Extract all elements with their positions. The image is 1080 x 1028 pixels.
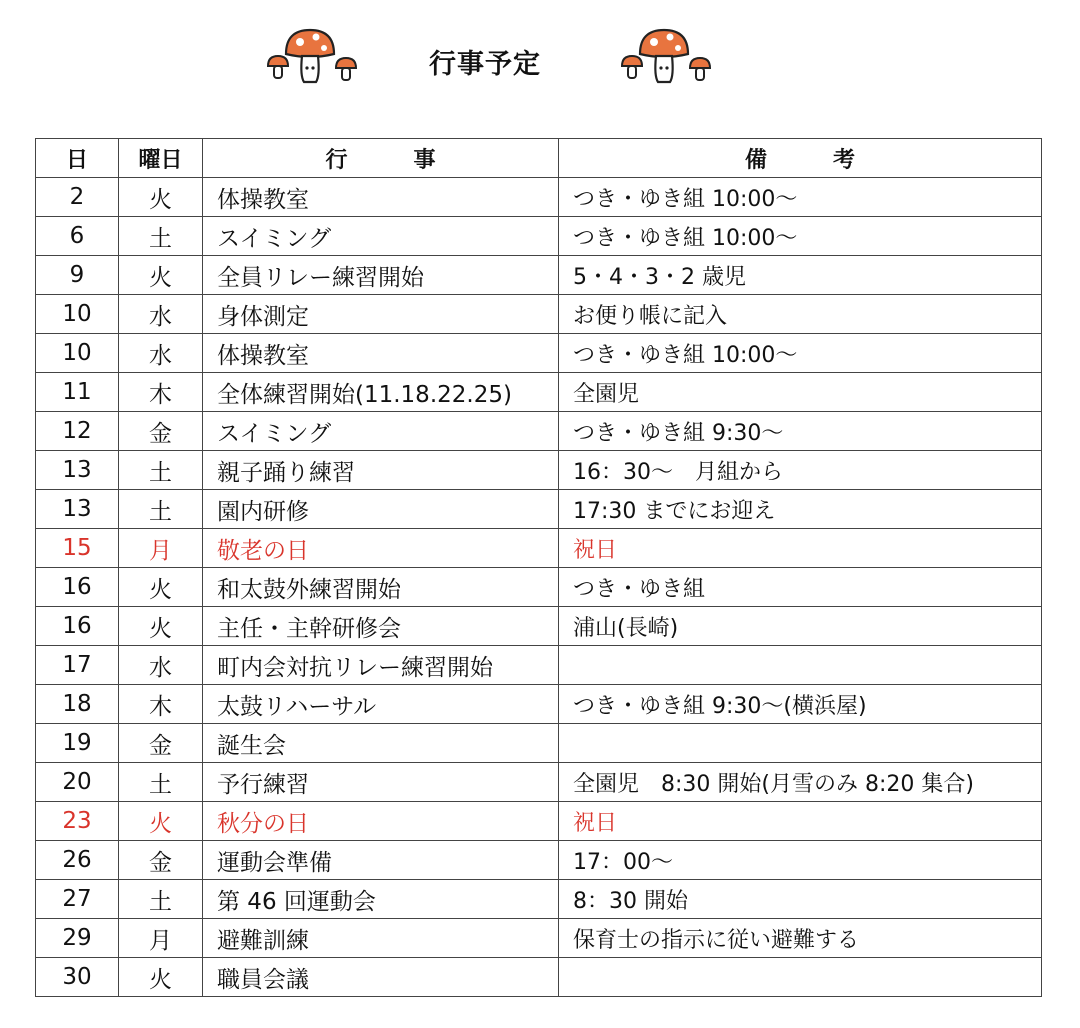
- table-row: [36, 958, 1042, 997]
- table-row: [36, 685, 1042, 724]
- cell-weekday: 火: [119, 568, 203, 607]
- table-row: [36, 295, 1042, 334]
- page-title: 行事予定: [429, 49, 541, 80]
- cell-note: つき・ゆき組 10:00～: [559, 217, 1042, 256]
- cell-weekday: 月: [119, 919, 203, 958]
- cell-weekday: 水: [119, 334, 203, 373]
- header-note: 備 考: [559, 139, 1042, 178]
- table-row: [36, 568, 1042, 607]
- cell-note: 全園児 8:30 開始(月雪のみ 8:20 集合): [559, 763, 1042, 802]
- cell-weekday: 水: [119, 295, 203, 334]
- cell-note: つき・ゆき組 10:00～: [559, 334, 1042, 373]
- cell-note: 祝日: [559, 529, 1042, 568]
- table-row: [36, 802, 1042, 841]
- cell-weekday: 火: [119, 802, 203, 841]
- cell-note: 浦山(長崎): [559, 607, 1042, 646]
- cell-event: スイミング: [203, 412, 559, 451]
- table-body: [36, 178, 1042, 997]
- cell-event: 誕生会: [203, 724, 559, 763]
- cell-event: 予行練習: [203, 763, 559, 802]
- table-row: [36, 646, 1042, 685]
- cell-note: 17:30 までにお迎え: [559, 490, 1042, 529]
- cell-day: 10: [36, 295, 119, 334]
- cell-day: 9: [36, 256, 119, 295]
- cell-weekday: 火: [119, 256, 203, 295]
- cell-event: 全体練習開始(11.18.22.25): [203, 373, 559, 412]
- cell-event: 職員会議: [203, 958, 559, 997]
- header-day: 日: [36, 139, 119, 178]
- cell-day: 27: [36, 880, 119, 919]
- table-row: [36, 373, 1042, 412]
- cell-note: 全園児: [559, 373, 1042, 412]
- cell-day: 16: [36, 568, 119, 607]
- cell-day: 11: [36, 373, 119, 412]
- cell-weekday: 土: [119, 490, 203, 529]
- cell-event: 園内研修: [203, 490, 559, 529]
- cell-day: 15: [36, 529, 119, 568]
- cell-day: 19: [36, 724, 119, 763]
- cell-day: 13: [36, 451, 119, 490]
- page-header: [0, 0, 1080, 120]
- cell-day: 26: [36, 841, 119, 880]
- cell-weekday: 火: [119, 607, 203, 646]
- table-row: [36, 334, 1042, 373]
- table-row: [36, 919, 1042, 958]
- cell-day: 12: [36, 412, 119, 451]
- cell-note: 祝日: [559, 802, 1042, 841]
- cell-event: 全員リレー練習開始: [203, 256, 559, 295]
- cell-event: 運動会準備: [203, 841, 559, 880]
- cell-event: スイミング: [203, 217, 559, 256]
- cell-note: 5・4・3・2 歳児: [559, 256, 1042, 295]
- cell-event: 太鼓リハーサル: [203, 685, 559, 724]
- cell-weekday: 火: [119, 178, 203, 217]
- cell-weekday: 金: [119, 724, 203, 763]
- header-weekday: 曜日: [119, 139, 203, 178]
- table-row: [36, 451, 1042, 490]
- cell-day: 20: [36, 763, 119, 802]
- table-row: [36, 178, 1042, 217]
- cell-event: 避難訓練: [203, 919, 559, 958]
- cell-note: [559, 646, 1042, 685]
- cell-event: 体操教室: [203, 334, 559, 373]
- cell-day: 17: [36, 646, 119, 685]
- table-row: [36, 841, 1042, 880]
- cell-note: つき・ゆき組 9:30～: [559, 412, 1042, 451]
- cell-note: つき・ゆき組 10:00～: [559, 178, 1042, 217]
- mushroom-icon-right: [614, 26, 718, 88]
- table-row: [36, 490, 1042, 529]
- cell-event: 主任・主幹研修会: [203, 607, 559, 646]
- header-event: 行 事: [203, 139, 559, 178]
- table-row: [36, 607, 1042, 646]
- table-row: [36, 256, 1042, 295]
- cell-weekday: 土: [119, 217, 203, 256]
- cell-day: 2: [36, 178, 119, 217]
- cell-note: [559, 958, 1042, 997]
- cell-note: 保育士の指示に従い避難する: [559, 919, 1042, 958]
- cell-event: 第 46 回運動会: [203, 880, 559, 919]
- cell-event: 敬老の日: [203, 529, 559, 568]
- cell-note: つき・ゆき組 9:30～(横浜屋): [559, 685, 1042, 724]
- mushroom-icon-left: [262, 26, 362, 88]
- cell-day: 10: [36, 334, 119, 373]
- cell-event: 町内会対抗リレー練習開始: [203, 646, 559, 685]
- table-row: [36, 880, 1042, 919]
- cell-weekday: 金: [119, 412, 203, 451]
- cell-weekday: 木: [119, 373, 203, 412]
- cell-event: 秋分の日: [203, 802, 559, 841]
- cell-day: 23: [36, 802, 119, 841]
- cell-weekday: 土: [119, 763, 203, 802]
- cell-note: 16：30～ 月組から: [559, 451, 1042, 490]
- cell-day: 18: [36, 685, 119, 724]
- cell-day: 29: [36, 919, 119, 958]
- cell-note: お便り帳に記入: [559, 295, 1042, 334]
- cell-weekday: 金: [119, 841, 203, 880]
- table-row: [36, 763, 1042, 802]
- table-row: [36, 724, 1042, 763]
- cell-note: 17：00～: [559, 841, 1042, 880]
- cell-note: つき・ゆき組: [559, 568, 1042, 607]
- cell-event: 身体測定: [203, 295, 559, 334]
- table-row: [36, 217, 1042, 256]
- cell-event: 体操教室: [203, 178, 559, 217]
- cell-note: 8：30 開始: [559, 880, 1042, 919]
- cell-weekday: 水: [119, 646, 203, 685]
- cell-weekday: 木: [119, 685, 203, 724]
- cell-note: [559, 724, 1042, 763]
- cell-event: 親子踊り練習: [203, 451, 559, 490]
- cell-weekday: 土: [119, 880, 203, 919]
- table-header-row: [36, 139, 1042, 178]
- cell-day: 13: [36, 490, 119, 529]
- cell-weekday: 土: [119, 451, 203, 490]
- cell-day: 30: [36, 958, 119, 997]
- cell-event: 和太鼓外練習開始: [203, 568, 559, 607]
- cell-day: 16: [36, 607, 119, 646]
- schedule-table: [35, 138, 1042, 997]
- cell-weekday: 月: [119, 529, 203, 568]
- cell-weekday: 火: [119, 958, 203, 997]
- cell-day: 6: [36, 217, 119, 256]
- table-row: [36, 529, 1042, 568]
- table-row: [36, 412, 1042, 451]
